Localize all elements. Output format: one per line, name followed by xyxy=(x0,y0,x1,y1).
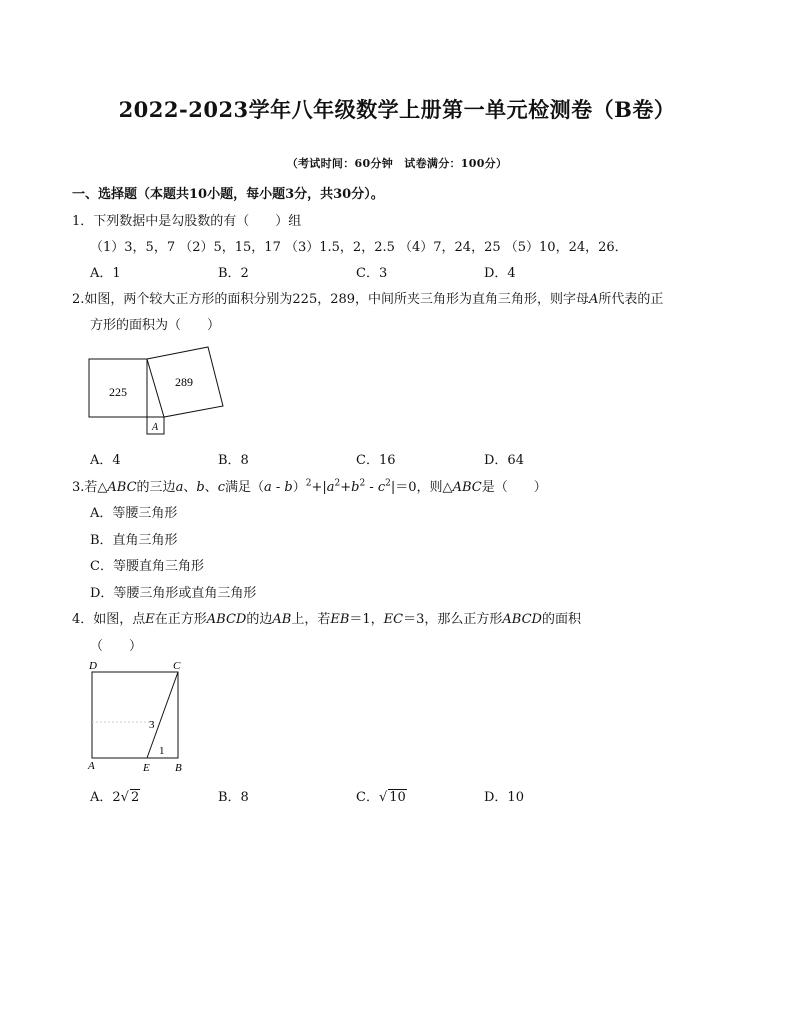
q3-expr-close: ） xyxy=(292,480,306,495)
q3-option-d: D．等腰三角形或直角三角形 xyxy=(90,586,257,601)
q4-option-c-radicand: 10 xyxy=(389,790,406,805)
q4-seg-ec: EC xyxy=(383,612,404,627)
q4-side-ab: AB xyxy=(272,612,292,627)
q2-option-d: D．64 xyxy=(484,453,524,468)
q4-option-c-sqrt: √ 10 xyxy=(378,790,406,805)
q4-stem-line1 xyxy=(72,608,581,627)
q3-var-c2: c xyxy=(377,480,386,495)
q3-plus: + xyxy=(340,480,352,495)
q3-text-3: 满足（ xyxy=(224,480,264,495)
q2-label-a: A xyxy=(151,422,159,433)
q3-var-b: b xyxy=(196,480,205,495)
q2-stem-line2: 方形的面积为（ ） xyxy=(90,318,221,333)
q1-option-b: B．2 xyxy=(218,266,249,281)
q3-sep-1: 、 xyxy=(183,480,197,495)
exam-title: 2022-2023学年八年级数学上册第一单元检测卷（B卷） xyxy=(118,97,676,122)
q4-option-d: D．10 xyxy=(484,790,524,805)
q4-label-a: A xyxy=(88,760,95,772)
q3-expr-abs-close: |＝0，则△ xyxy=(390,480,453,495)
q3-var-c: c xyxy=(217,480,225,495)
q3-exp-square: 2 xyxy=(305,478,312,489)
q4-option-b: B．8 xyxy=(218,790,249,805)
q3-exp-a: 2 xyxy=(334,478,341,489)
q3-expr-diff: a - b xyxy=(263,480,293,495)
q3-stem xyxy=(72,476,547,495)
q2-label-289: 289 xyxy=(175,375,193,389)
q2-stem-var: A xyxy=(589,292,599,307)
q4-option-c-prefix: C． xyxy=(356,790,379,805)
q3-text-1: 3.若△ xyxy=(72,480,108,495)
q4-label-c: C xyxy=(173,660,181,672)
q4-label-e: E xyxy=(143,762,150,774)
q2-label-225: 225 xyxy=(109,385,127,399)
q1-option-c: C．3 xyxy=(356,266,388,281)
q4-label-d: D xyxy=(89,660,97,672)
q3-option-a: A．等腰三角形 xyxy=(90,506,178,521)
q4-label-length-1: 1 xyxy=(159,745,165,757)
q3-triangle-name-2: ABC xyxy=(452,480,482,495)
q3-var-b2: b xyxy=(351,480,360,495)
q1-option-d: D．4 xyxy=(484,266,516,281)
q4-point-e: E xyxy=(145,612,155,627)
q3-minus: - xyxy=(365,480,378,495)
q3-exp-c: 2 xyxy=(385,478,391,489)
q4-text-3: 的边 xyxy=(246,612,273,627)
q3-var-a2: a xyxy=(326,480,335,495)
q4-figure xyxy=(84,656,194,776)
q1-data: （1）3，5，7 （2）5，15，17 （3）1.5，2，2.5 （4）7，24，25 （5）10，24，26． xyxy=(90,240,628,255)
q3-option-b: B．直角三角形 xyxy=(90,533,178,548)
q4-square-name: ABCD xyxy=(206,612,247,627)
q1-option-a: A．1 xyxy=(90,266,121,281)
q2-option-a: A．4 xyxy=(90,453,121,468)
q4-option-a-radicand: 2 xyxy=(130,790,140,805)
q4-text-5: ＝1， xyxy=(349,612,384,627)
q2-option-b: B．8 xyxy=(218,453,249,468)
q4-text-6: ＝3，那么正方形 xyxy=(403,612,503,627)
q3-triangle-name: ABC xyxy=(107,480,137,495)
q4-seg-eb: EB xyxy=(330,612,350,627)
q4-text-2: 在正方形 xyxy=(154,612,207,627)
q4-text-7: 的面积 xyxy=(541,612,581,627)
q2-stem-part1: 2.如图，两个较大正方形的面积分别为225，289，中间所夹三角形为直角三角形，则字母 xyxy=(72,292,590,307)
q3-text-2: 的三边 xyxy=(136,480,176,495)
exam-subtitle: （考试时间：60分钟 试卷满分：100分） xyxy=(286,157,508,170)
q2-stem-line1 xyxy=(72,288,663,307)
q3-expr-abs-open: +| xyxy=(311,480,327,495)
q2-option-c: C．16 xyxy=(356,453,396,468)
q2-stem-part2: 所代表的正 xyxy=(598,292,664,307)
q3-option-c: C．等腰直角三角形 xyxy=(90,559,204,574)
q4-stem-line2: （ ） xyxy=(90,639,143,654)
q3-sep-2: 、 xyxy=(204,480,218,495)
q4-square-name-2: ABCD xyxy=(502,612,542,627)
q3-text-end: 是（ ） xyxy=(481,480,547,495)
q3-exp-b: 2 xyxy=(359,478,366,489)
q4-option-a xyxy=(90,786,140,805)
q4-label-length-3: 3 xyxy=(149,719,155,731)
q2-figure xyxy=(86,340,226,440)
q4-option-c xyxy=(356,786,407,805)
q4-text-1: 4．如图，点 xyxy=(72,612,146,627)
q4-option-a-prefix: A．2 xyxy=(90,790,121,805)
q1-stem: 1．下列数据中是勾股数的有（ ）组 xyxy=(72,214,302,229)
section-heading: 一、选择题（本题共10小题，每小题3分，共30分）。 xyxy=(72,187,384,202)
q4-text-4: 上，若 xyxy=(291,612,331,627)
q4-label-b: B xyxy=(175,762,182,774)
q4-option-a-sqrt: √ 2 xyxy=(120,790,140,805)
q4-square-abcd xyxy=(92,672,178,758)
q3-var-a: a xyxy=(175,480,184,495)
